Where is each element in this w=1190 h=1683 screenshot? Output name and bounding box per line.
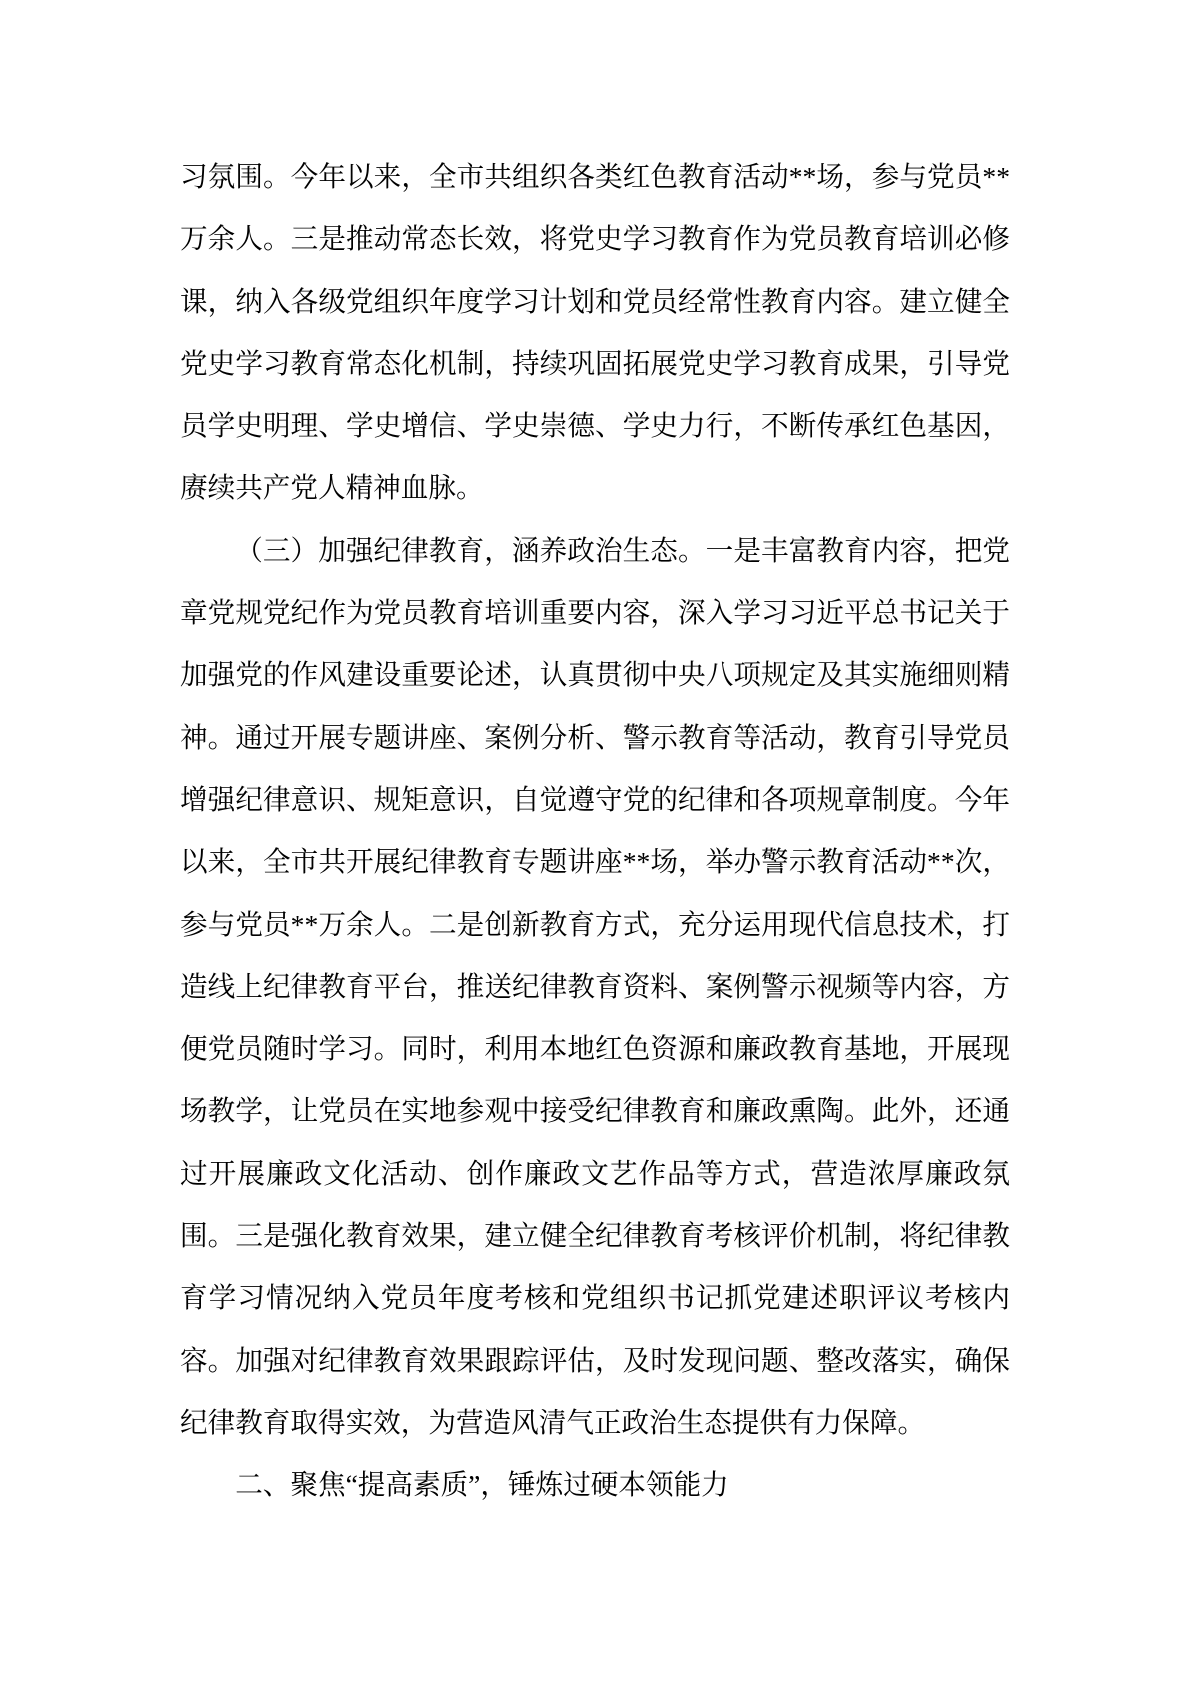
paragraph-continuation: 习氛围。今年以来，全市共组织各类红色教育活动**场，参与党员**万余人。三是推动常态长效，将党史学习教育作为党员教育培训必修课，纳入各级党组织年度学习计划和党员经常性教育内容。建立健全党史学习教育常态化机制，持续巩固拓展党史学习教育成果，引导党员学史明理、学史增信、学史崇德、学史力行，不断传承红色基因，赓续共产党人精神血脉。 — [180, 161, 1010, 504]
section-two-heading: 二、聚焦“提高素质”，锤炼过硬本领能力 — [235, 1469, 729, 1501]
paragraph-section-three: （三）加强纪律教育，涵养政治生态。一是丰富教育内容，把党章党规党纪作为党员教育培训重要内容，深入学习习近平总书记关于加强党的作风建设重要论述，认真贯彻中央八项规定及其实施细则精神。通过开展专题讲座、案例分析、警示教育等活动，教育引导党员增强纪律意识、规矩意识，自觉遵守党的纪律和各项规章制度。今年以来，全市共开展纪律教育专题讲座**场，举办警示教育活动**次，参与党员**万余人。二是创新教育方式，充分运用现代信息技术，打造线上纪律教育平台，推送纪律教育资料、案例警示视频等内容，方便党员随时学习。同时，利用本地红色资源和廉政教育基地，开展现场教学，让党员在实地参观中接受纪律教育和廉政熏陶。此外，还通过开展廉政文化活动、创作廉政文艺作品等方式，营造浓厚廉政氛围。三是强化教育效果，建立健全纪律教育考核评价机制，将纪律教育学习情况纳入党员年度考核和党组织书记抓党建述职评议考核内容。加强对纪律教育效果跟踪评估，及时发现问题、整改落实，确保纪律教育取得实效，为营造风清气正政治生态提供有力保障。 — [180, 534, 1010, 1438]
document-text-area — [180, 146, 1010, 1517]
